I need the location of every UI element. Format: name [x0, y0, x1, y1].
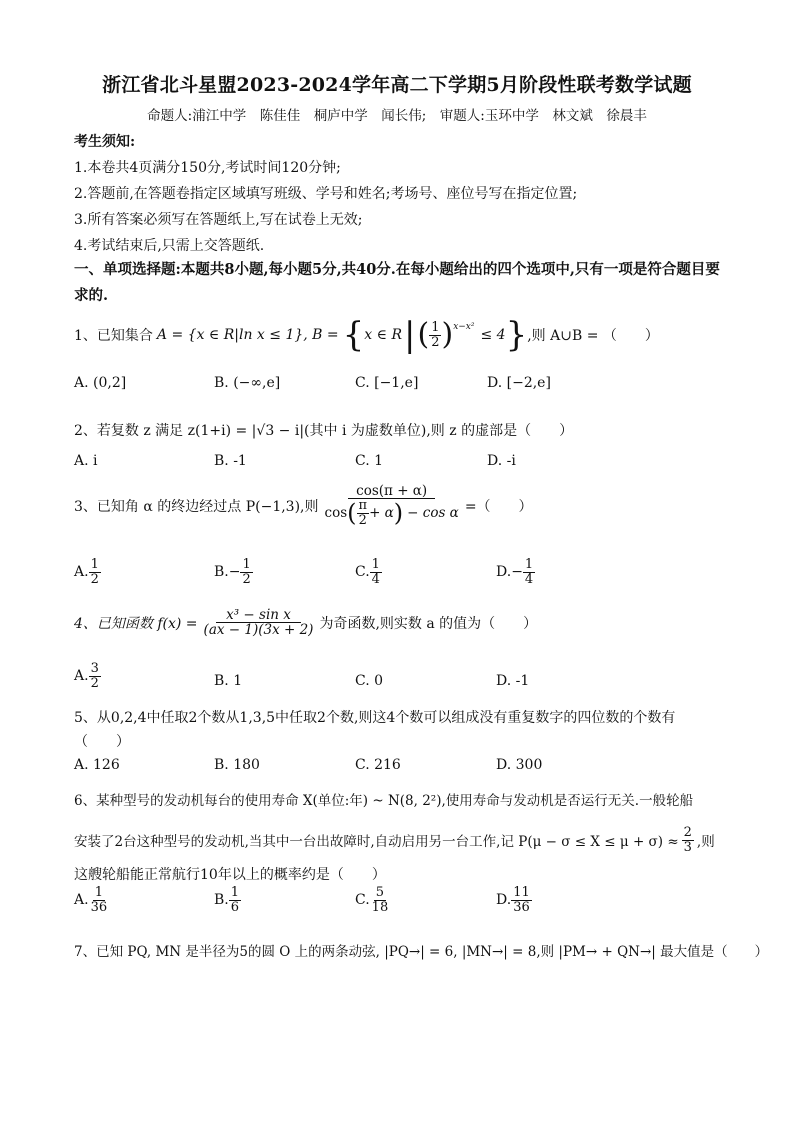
q3-main-fraction: cos(π + α) cos ( $\frac{\pi}{2}$ + α ) − cos α	[324, 483, 459, 528]
q6-two-thirds-fraction: $\frac{2}{3}$	[683, 825, 692, 855]
right-brace: }	[505, 315, 528, 355]
question-5: 5、从0,2,4中任取2个数从1,3,5中任取2个数,则这4个数可以组成没有重复数字的四位数的个数有	[74, 710, 676, 726]
question-6-line-1: 6、某种型号的发动机每台的使用寿命 X(单位:年) ~ N(8, 2²),使用寿命与发动机是否运行无关.一般轮船	[74, 793, 694, 809]
q1-option-a: A. (0,2]	[74, 375, 127, 391]
q1-setA: A = {x ∈ R|ln x ≤ 1}, B =	[156, 327, 339, 343]
q3-prefix: 3、已知角 α 的终边经过点 P(−1,3),则	[74, 498, 319, 515]
q5-option-c: C. 216	[355, 757, 401, 773]
divider-bar: |	[404, 315, 416, 355]
question-2: 2、若复数 z 满足 z(1+i) = |√3 − i|(其中 i 为虚数单位),则 z 的虚部是（ ）	[74, 423, 574, 439]
left-paren: (	[417, 317, 430, 352]
q4-option-b: B. 1	[214, 673, 243, 689]
author-line: 命题人:浦江中学 陈佳佳 桐庐中学 闻长伟; 审题人:玉环中学 林文斌 徐晨丰	[147, 108, 647, 124]
q4-option-d: D. -1	[496, 673, 530, 689]
q4-option-a: A. $\frac{3}{2}$	[74, 661, 99, 691]
q1-option-c: C. [−1,e]	[355, 375, 419, 391]
left-brace: {	[342, 315, 365, 355]
q1-exponent: x−x²	[453, 322, 475, 332]
q2-option-c: C. 1	[355, 453, 384, 469]
notice-item: 3.所有答案必须写在答题纸上,写在试卷上无效;	[74, 212, 363, 228]
question-4	[74, 608, 537, 637]
question-7: 7、已知 PQ, MN 是半径为5的圆 O 上的两条动弦, |PQ→| = 6, |MN→| = 8,则 |PM→ + QN→| 最大值是（ ）	[74, 944, 769, 960]
q1-option-b: B. (−∞,e]	[214, 375, 281, 391]
q1-option-d: D. [−2,e]	[487, 375, 551, 391]
q6-option-d: D. $\frac{11}{36}$	[496, 885, 530, 915]
q2-option-d: D. -i	[487, 453, 516, 469]
q3-option-c: C. $\frac{1}{4}$	[355, 557, 380, 587]
q6-option-a: A. $\frac{1}{36}$	[74, 885, 108, 915]
q1-setB-left: x ∈ R	[364, 327, 402, 343]
notice-item: 2.答题前,在答题卷指定区域填写班级、学号和姓名;考场号、座位号写在指定位置;	[74, 186, 578, 202]
q3-option-d: D. − $\frac{1}{4}$	[496, 557, 534, 587]
q4-prefix: 4、已知函数 f(x) =	[74, 615, 198, 632]
q3-option-a: A. $\frac{1}{2}$	[74, 557, 99, 587]
q6-option-b: B. $\frac{1}{6}$	[214, 885, 240, 915]
question-6-line-2: 安装了2台这种型号的发动机,当其中一台出故障时,自动启用另一台工作,记 P(μ − σ ≤ X ≤ μ + σ) ≈ $\frac{2}{3}$ ,则	[74, 825, 715, 855]
pi-over-2-fraction: $\frac{\pi}{2}$	[358, 498, 368, 528]
notice-item: 4.考试结束后,只需上交答题纸.	[74, 238, 265, 254]
q5-option-a: A. 126	[74, 757, 120, 773]
question-1	[74, 315, 659, 355]
q4-option-c: C. 0	[355, 673, 384, 689]
question-3	[74, 484, 533, 527]
q2-option-b: B. -1	[214, 453, 247, 469]
q1-setB	[342, 315, 528, 355]
q2-option-a: A. i	[74, 453, 98, 469]
q5-option-d: D. 300	[496, 757, 543, 773]
notice-item: 1.本卷共4页满分150分,考试时间120分钟;	[74, 160, 341, 176]
q4-function-fraction: $\frac{\text{x³ − sin x}}{(ax - 1)(3x + 2)}$	[203, 607, 314, 639]
q1-suffix: ,则 A∪B = （ ）	[527, 328, 659, 344]
q1-setB-right: ≤ 4	[480, 327, 506, 343]
page-title: 浙江省北斗星盟2023-2024学年高二下学期5月阶段性联考数学试题	[102, 74, 692, 96]
notice-heading: 考生须知:	[74, 134, 136, 150]
q4-suffix: 为奇函数,则实数 a 的值为（ ）	[319, 615, 538, 632]
right-paren: )	[441, 317, 454, 352]
question-5-answer-paren: （ ）	[74, 734, 130, 750]
q5-option-b: B. 180	[214, 757, 260, 773]
q3-suffix: =（ ）	[464, 498, 533, 515]
section-heading: 一、单项选择题:本题共8小题,每小题5分,共40分.在每小题给出的四个选项中,只有一项是符合题目要求的.	[74, 261, 720, 304]
q1-prefix: 1、已知集合	[74, 328, 153, 344]
q3-option-b: B. − $\frac{1}{2}$	[214, 557, 251, 587]
q1-base-fraction: $\frac{1}{2}$	[431, 319, 440, 350]
q6-option-c: C. $\frac{5}{18}$	[355, 885, 389, 915]
question-6-line-3: 这艘轮船能正常航行10年以上的概率约是（ ）	[74, 867, 386, 883]
